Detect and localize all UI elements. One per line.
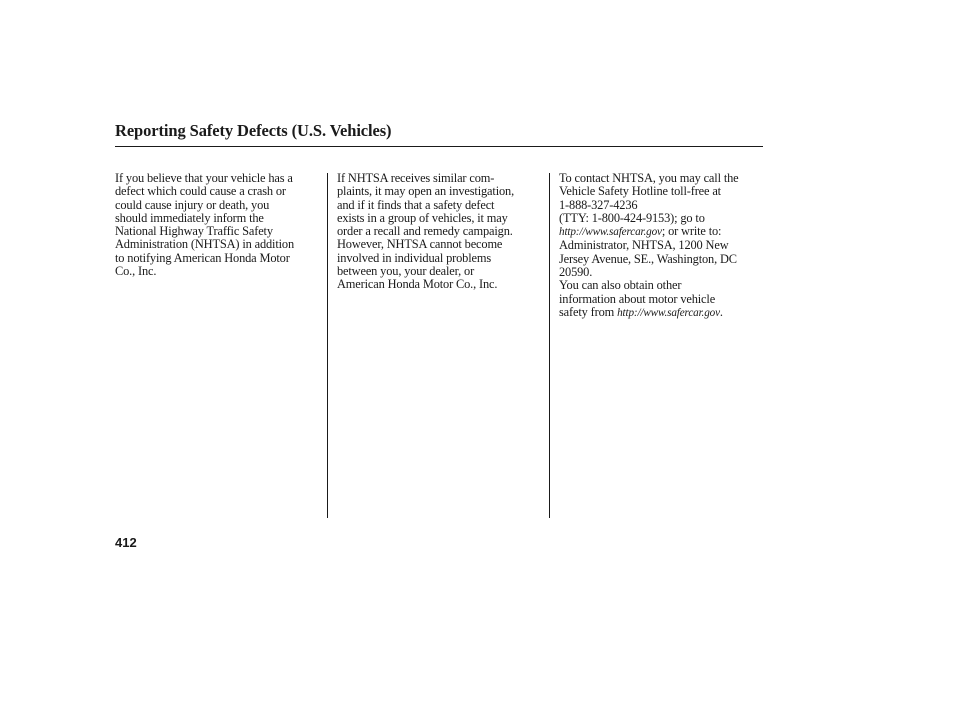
hotline-phone: 1-888-327-4236 <box>559 197 638 212</box>
text-line: Vehicle Safety Hotline toll-free at <box>559 184 721 199</box>
text-line: exists in a group of vehicles, it may <box>337 210 508 225</box>
text-line: and if it finds that a safety defect <box>337 197 495 212</box>
text-fragment: . <box>719 304 723 319</box>
tty-phone: (TTY: 1-800-424-9153); go to <box>559 210 705 225</box>
column-divider <box>549 173 550 518</box>
text-line: National Highway Traffic Safety <box>115 224 273 239</box>
page-title: Reporting Safety Defects (U.S. Vehicles) <box>115 121 392 140</box>
text-line: information about motor vehicle <box>559 291 716 306</box>
safercar-link[interactable]: http://www.safercar.gov <box>559 226 662 239</box>
text-fragment: ; or write to: <box>661 224 722 239</box>
column-divider <box>327 173 328 518</box>
mailing-address: Administrator, NHTSA, 1200 New <box>559 238 729 253</box>
text-line: to notifying American Honda Motor <box>115 250 290 265</box>
text-line: should immediately inform the <box>115 210 264 225</box>
mailing-zip: 20590. <box>559 265 593 280</box>
text-line: involved in individual problems <box>337 250 492 265</box>
text-line <box>559 306 765 320</box>
column-nhtsa-investigation <box>337 172 543 292</box>
text-line: between you, your dealer, or <box>337 264 475 279</box>
safercar-link[interactable]: http://www.safercar.gov <box>617 306 720 319</box>
text-line <box>559 225 765 239</box>
text-line: If you believe that your vehicle has a <box>115 171 293 185</box>
text-line: plaints, it may open an investigation, <box>337 184 515 199</box>
text-line: However, NHTSA cannot become <box>337 237 503 252</box>
text-line: could cause injury or death, you <box>115 197 270 212</box>
text-fragment: safety from <box>559 304 618 319</box>
title-divider <box>115 146 763 147</box>
text-line: defect which could cause a crash or <box>115 184 286 199</box>
column-report-defect <box>115 172 321 278</box>
text-line: To contact NHTSA, you may call the <box>559 171 739 185</box>
mailing-address: Jersey Avenue, SE., Washington, DC <box>559 251 737 266</box>
text-line: If NHTSA receives similar com- <box>337 171 495 185</box>
text-line: order a recall and remedy campaign. <box>337 224 513 239</box>
column-contact-nhtsa <box>559 172 765 320</box>
page-number: 412 <box>115 535 137 550</box>
text-line: You can also obtain other <box>559 278 682 293</box>
text-line: Co., Inc. <box>115 264 157 279</box>
text-line: American Honda Motor Co., Inc. <box>337 277 498 292</box>
text-line: Administration (NHTSA) in addition <box>115 237 295 252</box>
